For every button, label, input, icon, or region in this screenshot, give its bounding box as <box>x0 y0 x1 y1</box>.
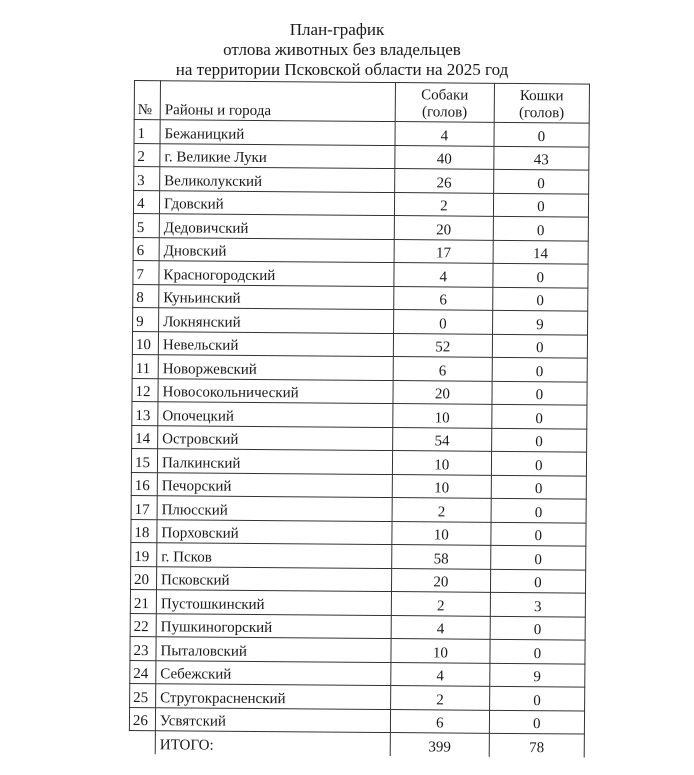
row-district: Новоржевский <box>158 355 393 380</box>
row-dogs: 4 <box>394 263 493 287</box>
row-cats: 0 <box>493 193 588 217</box>
total-number-cell <box>129 730 155 753</box>
row-cats: 0 <box>492 334 587 358</box>
table-row <box>132 378 587 405</box>
table-row <box>130 660 585 687</box>
row-district: Куньинский <box>159 284 394 309</box>
row-district: Невельский <box>158 331 393 356</box>
row-dogs: 2 <box>391 686 490 710</box>
table-row <box>131 472 586 499</box>
row-district: Дновский <box>159 237 394 262</box>
row-number: 25 <box>130 683 156 707</box>
table-row <box>132 354 587 381</box>
row-district: Локнянский <box>159 308 394 333</box>
row-cats: 0 <box>491 451 586 475</box>
row-number: 12 <box>132 378 158 402</box>
row-district: Островский <box>158 425 393 450</box>
row-dogs: 10 <box>392 521 491 545</box>
row-district: Псковский <box>156 566 391 591</box>
header-dogs-line1: Собаки <box>421 87 469 104</box>
row-district: Бежаницкий <box>160 120 395 145</box>
row-cats: 0 <box>494 122 589 146</box>
row-district: г. Великие Луки <box>160 143 395 168</box>
row-district: Красногородский <box>159 261 394 286</box>
row-dogs: 20 <box>394 216 493 240</box>
table-row <box>134 167 589 194</box>
row-district: Плюсский <box>157 496 392 521</box>
table-row <box>129 707 584 734</box>
document-title <box>0 20 694 80</box>
table-row <box>132 401 587 428</box>
row-dogs: 20 <box>391 568 490 592</box>
total-dogs: 399 <box>390 733 489 757</box>
row-district: Опочецкий <box>158 402 393 427</box>
row-cats: 0 <box>493 169 588 193</box>
total-row <box>129 730 584 757</box>
table-row <box>131 495 586 522</box>
row-cats: 14 <box>493 240 588 264</box>
row-number: 13 <box>132 401 158 425</box>
row-cats: 0 <box>493 216 588 240</box>
row-cats: 0 <box>489 710 584 734</box>
header-cats <box>494 83 590 123</box>
row-number: 11 <box>132 354 158 378</box>
table-row <box>130 683 585 710</box>
row-district: Стругокрасненский <box>156 684 391 709</box>
row-dogs: 10 <box>393 404 492 428</box>
table-row <box>130 589 585 616</box>
row-district: Себежский <box>156 660 391 685</box>
row-dogs: 6 <box>394 286 493 310</box>
row-number: 9 <box>133 307 159 331</box>
row-district: Дедовичский <box>159 214 394 239</box>
header-district: Районы и города <box>160 81 395 122</box>
row-dogs: 6 <box>390 709 489 733</box>
row-dogs: 20 <box>393 380 492 404</box>
row-number: 3 <box>134 167 160 191</box>
row-number: 7 <box>133 260 159 284</box>
title-line-2: отлова животных без владельцев <box>223 40 461 59</box>
title-line-3: на территории Псковской области на 2025 год <box>175 60 509 79</box>
row-number: 21 <box>130 589 156 613</box>
table-row <box>133 237 588 264</box>
row-cats: 0 <box>492 287 587 311</box>
row-number: 15 <box>131 448 157 472</box>
row-dogs: 4 <box>391 662 490 686</box>
row-number: 4 <box>133 190 159 214</box>
row-dogs: 10 <box>392 474 491 498</box>
row-number: 10 <box>132 331 158 355</box>
row-cats: 0 <box>491 428 586 452</box>
row-district: Порховский <box>157 519 392 544</box>
row-dogs: 2 <box>394 192 493 216</box>
row-district: Пустошкинский <box>156 590 391 615</box>
row-dogs: 52 <box>393 333 492 357</box>
row-number: 19 <box>131 542 157 566</box>
row-number: 14 <box>132 425 158 449</box>
row-number: 18 <box>131 519 157 543</box>
table-row <box>133 284 588 311</box>
row-cats: 43 <box>494 146 589 170</box>
row-district: Усвятский <box>155 707 390 732</box>
row-cats: 9 <box>492 310 587 334</box>
row-dogs: 17 <box>394 239 493 263</box>
row-district: Печорский <box>157 472 392 497</box>
row-dogs: 58 <box>392 545 491 569</box>
row-dogs: 2 <box>391 592 490 616</box>
row-district: Палкинский <box>157 449 392 474</box>
row-cats: 0 <box>490 616 585 640</box>
row-district: Гдовский <box>159 190 394 215</box>
table-header-row <box>134 81 589 124</box>
row-number: 24 <box>130 660 156 684</box>
row-number: 2 <box>134 143 160 167</box>
row-dogs: 10 <box>391 639 490 663</box>
row-cats: 0 <box>489 686 584 710</box>
table-row <box>132 425 587 452</box>
header-dogs <box>395 83 494 123</box>
table-row <box>133 260 588 287</box>
row-number: 16 <box>131 472 157 496</box>
table-row <box>133 213 588 240</box>
row-dogs: 0 <box>394 310 493 334</box>
row-cats: 0 <box>491 522 586 546</box>
table-row <box>131 542 586 569</box>
row-cats: 0 <box>491 475 586 499</box>
row-number: 1 <box>134 120 160 144</box>
row-cats: 0 <box>490 545 585 569</box>
header-dogs-line2: (голов) <box>421 104 468 121</box>
row-cats: 0 <box>490 639 585 663</box>
header-number: № <box>134 81 160 120</box>
row-dogs: 4 <box>395 122 494 146</box>
row-cats: 0 <box>491 404 586 428</box>
row-dogs: 6 <box>393 357 492 381</box>
row-number: 22 <box>130 613 156 637</box>
row-number: 17 <box>131 495 157 519</box>
row-dogs: 40 <box>395 145 494 169</box>
row-cats: 0 <box>493 263 588 287</box>
table-row <box>132 331 587 358</box>
total-label: ИТОГО: <box>155 731 390 756</box>
row-number: 23 <box>130 636 156 660</box>
table-row <box>131 448 586 475</box>
row-dogs: 2 <box>392 498 491 522</box>
row-district: Пыталовский <box>156 637 391 662</box>
row-number: 26 <box>129 707 155 731</box>
row-district: г. Псков <box>157 543 392 568</box>
row-dogs: 54 <box>393 427 492 451</box>
row-cats: 0 <box>491 498 586 522</box>
row-cats: 9 <box>489 663 584 687</box>
row-cats: 0 <box>492 381 587 405</box>
table-row <box>133 190 588 217</box>
total-cats: 78 <box>489 733 584 757</box>
table-row <box>131 519 586 546</box>
row-number: 5 <box>133 213 159 237</box>
table-body <box>129 120 589 735</box>
table-row <box>130 636 585 663</box>
table-row <box>134 120 589 147</box>
row-dogs: 4 <box>391 615 490 639</box>
header-cats-line2: (голов) <box>518 105 565 122</box>
row-district: Пушкиногорский <box>156 613 391 638</box>
table-row <box>133 307 588 334</box>
capture-plan-table <box>129 80 590 757</box>
row-number: 8 <box>133 284 159 308</box>
header-cats-line1: Кошки <box>519 88 564 105</box>
row-cats: 3 <box>490 592 585 616</box>
row-district: Новосокольнический <box>158 378 393 403</box>
title-line-1: План-график <box>289 20 385 39</box>
row-cats: 0 <box>490 569 585 593</box>
row-number: 20 <box>130 566 156 590</box>
row-dogs: 10 <box>392 451 491 475</box>
table-row <box>130 566 585 593</box>
row-number: 6 <box>133 237 159 261</box>
row-cats: 0 <box>492 357 587 381</box>
row-dogs: 26 <box>395 169 494 193</box>
table-row <box>130 613 585 640</box>
row-district: Великолукский <box>160 167 395 192</box>
table-row <box>134 143 589 170</box>
